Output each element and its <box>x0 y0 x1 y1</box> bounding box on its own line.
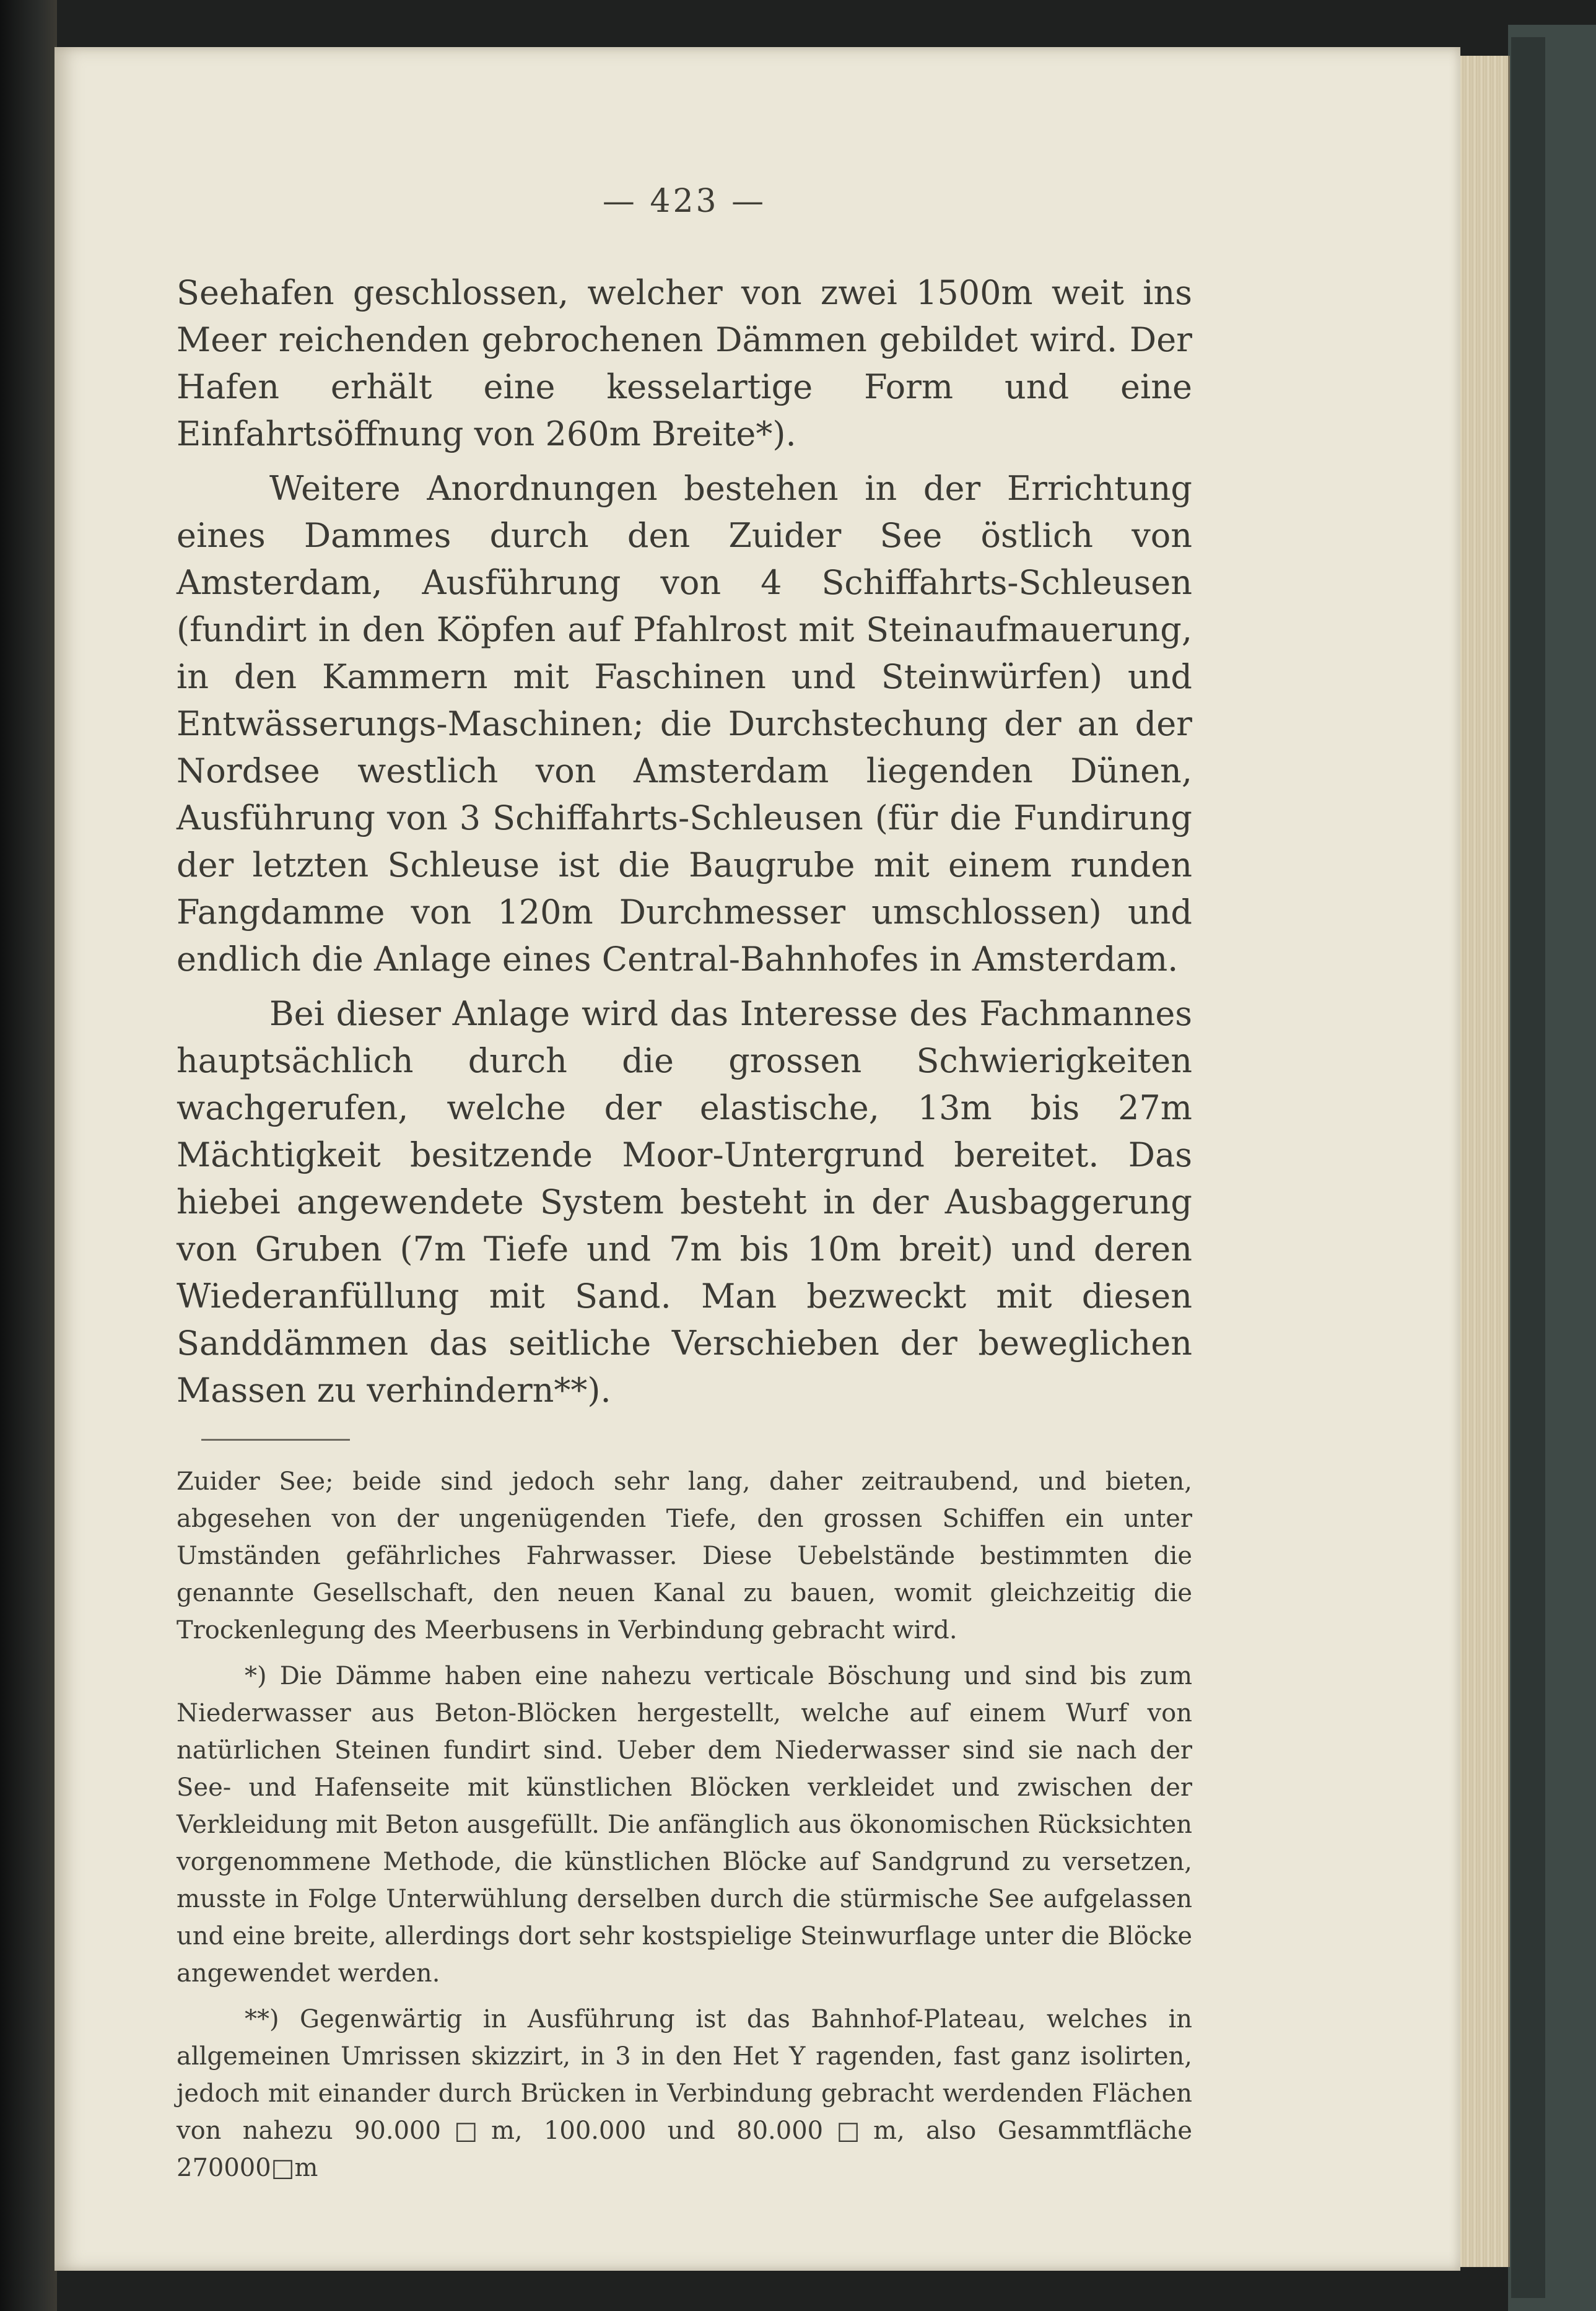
body-paragraph-2: Weitere Anordnungen bestehen in der Errichtung eines Dammes durch den Zuider See östlich von Amsterdam, Ausführung von 4 Schiffahrts-Schleusen (fundirt in den Köpfen auf Pfahlrost mit Steinaufmauerung, in den Kammern mit Faschinen und Steinwürfen) und Entwässerungs-Maschinen; die Durchstechung der an der Nordsee westlich von Amsterdam liegenden Dünen, Ausführung von 3 Schiffahrts-Schleusen (für die Fundirung der letzten Schleuse ist die Baugrube mit einem runden Fangdamme von 120m Durchmesser umschlossen) und endlich die Anlage eines Central-Bahnhofes in Amsterdam. <box>177 469 1192 979</box>
page-number: — 423 — <box>602 183 767 220</box>
footnote-continuation: Zuider See; beide sind jedoch sehr lang, daher zeitraubend, und bieten, abgesehen von der ungenügenden Tiefe, den grossen Schiffen ein unter Umständen gefährliches Fahrwasser. Diese Uebelstände bestimmten die genannte Gesellschaft, den neuen Kanal zu bauen, womit gleichzeitig die Trockenlegung des Meerbusens in Verbindung gebracht wird. <box>177 1467 1192 1645</box>
footnote-double-asterisk: **) Gegenwärtig in Ausführung ist das Bahnhof-Plateau, welches in allgemeinen Umrissen skizzirt, in 3 in den Het Y ragenden, fast ganz isolirten, jedoch mit einander durch Brücken in Verbindung gebracht werdenden Flächen von nahezu 90.000□m, 100.000 und 80.000□m, also Gesammtfläche 270000□m <box>177 2005 1192 2182</box>
body-paragraph-3: Bei dieser Anlage wird das Interesse des Fachmannes hauptsächlich durch die grossen Schwierigkeiten wachgerufen, welche der elastische, 13m bis 27m Mächtigkeit besitzende Moor-Untergrund bereitet. Das hiebei angewendete System besteht in der Ausbaggerung von Gruben (7m Tiefe und 7m bis 10m breit) und deren Wiederanfüllung mit Sand. Man bezweckt mit diesen Sanddämmen das seitliche Verschieben der beweglichen Massen zu verhindern**). <box>177 994 1192 1410</box>
footnote-divider <box>201 1439 350 1441</box>
footnotes <box>177 1463 1192 2186</box>
footnote-single-asterisk: *) Die Dämme haben eine nahezu verticale Böschung und sind bis zum Niederwasser aus Beton-Blöcken hergestellt, welche auf einem Wurf von natürlichen Steinen fundirt sind. Ueber dem Niederwasser sind sie nach der See- und Hafenseite mit künstlichen Blöcken verkleidet und zwischen der Verkleidung mit Beton ausgefüllt. Die anfänglich aus ökonomischen Rücksichten vorgenommene Methode, die künstlichen Blöcke auf Sandgrund zu versetzen, musste in Folge Unterwühlung derselben durch die stürmische See aufgelassen und eine breite, allerdings dort sehr kostspielige Steinwurflage unter die Blöcke angewendet werden. <box>177 1662 1192 1988</box>
page-text-block <box>177 183 1192 2195</box>
book-binding-shadow <box>0 0 57 2311</box>
body-paragraph-1: Seehafen geschlossen, welcher von zwei 1500m weit ins Meer reichenden gebrochenen Dämmen gebildet wird. Der Hafen erhält eine kesselartige Form und eine Einfahrtsöffnung von 260m Breite*). <box>177 273 1192 453</box>
book-cover-inner <box>1511 37 1545 2298</box>
